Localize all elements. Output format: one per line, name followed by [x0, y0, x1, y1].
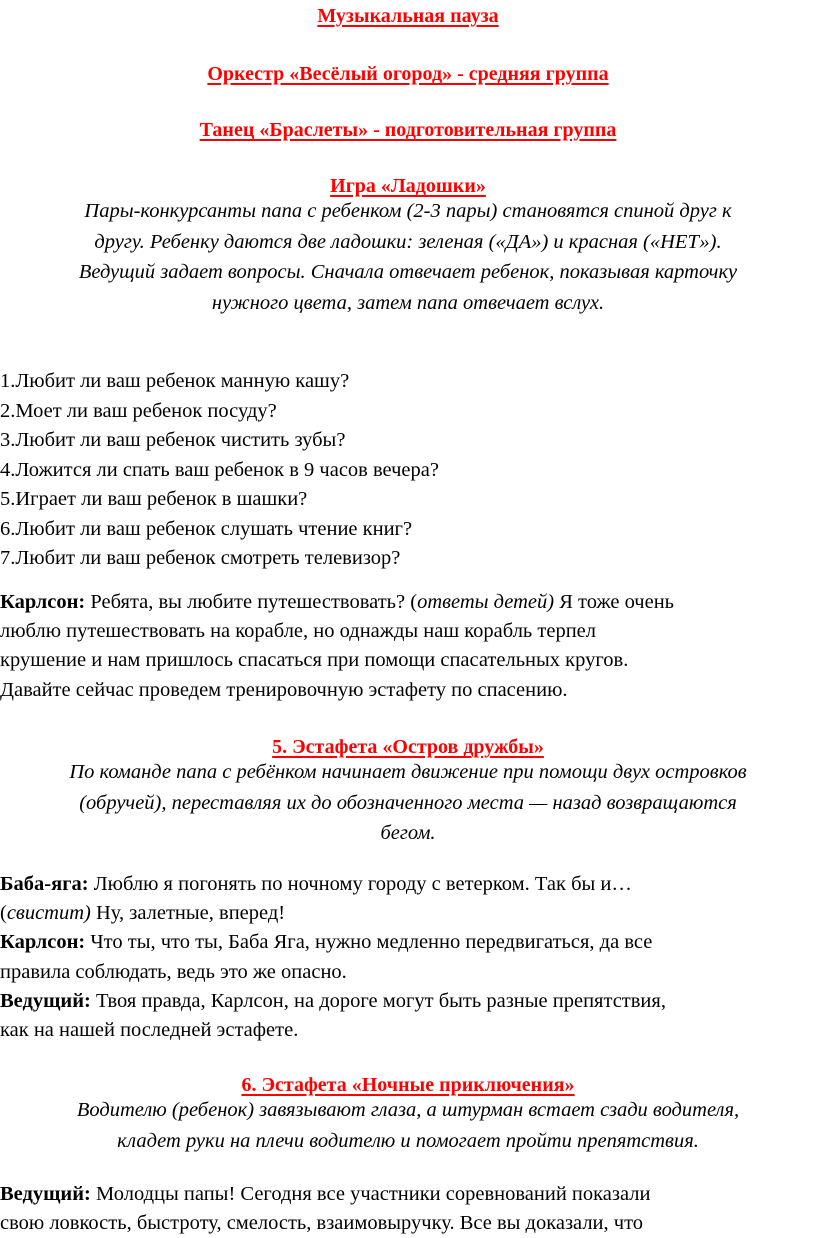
- speech-text: Твоя правда, Карлсон, на дороге могут быть разные препятствия,: [90, 989, 666, 1012]
- carlson-speech-line: люблю путешествовать на корабле, но однажды наш корабль терпел: [0, 620, 597, 643]
- game-description-line: нужного цвета, затем папа отвечает вслух.: [211, 291, 605, 314]
- relay5-description-line: бегом.: [380, 822, 436, 844]
- speech-text: (: [0, 902, 7, 925]
- speaker-label: Ведущий:: [0, 989, 91, 1012]
- dialogue-line: [0, 870, 816, 899]
- relay6-description-line: кладет руки на плечи водителю и помогает пройти препятствия.: [117, 1129, 699, 1152]
- heading-music-pause: Музыкальная пауза: [317, 5, 499, 27]
- game-description: [2, 196, 814, 318]
- speech-text: Ну, залетные, вперед!: [90, 902, 286, 925]
- questions-list: [0, 367, 816, 574]
- heading-game: Игра «Ладошки»: [330, 175, 486, 197]
- relay6-description-line: Водителю (ребенок) завязывают глаза, а штурман встает сзади водителя,: [76, 1099, 740, 1121]
- speech-text: Люблю я погонять по ночному городу с ветерком. Так бы и…: [88, 873, 632, 895]
- final-speech-line: свою ловкость, быстроту, смелость, взаимовыручку. Все вы доказали, что: [0, 1212, 644, 1235]
- dialogue-line: как на нашей последней эстафете.: [0, 1019, 299, 1042]
- final-speech: [0, 1180, 816, 1238]
- final-speech-line: [0, 1180, 816, 1209]
- speech-text: Я тоже очень: [554, 591, 675, 613]
- stage-direction: ответы детей): [417, 591, 555, 613]
- question-item: 3.Любит ли ваш ребенок чистить зубы?: [0, 429, 346, 451]
- heading-orchestra: Оркестр «Весёлый огород» - средняя группа: [207, 63, 609, 85]
- relay5-description: [2, 757, 814, 849]
- dialogue-line: [0, 987, 816, 1016]
- carlson-speech-line: Давайте сейчас проведем тренировочную эстафету по спасению.: [0, 678, 568, 701]
- relay6-description: [2, 1095, 814, 1156]
- heading-dance: Танец «Браслеты» - подготовительная группа: [199, 119, 617, 141]
- game-description-line: Ведущий задает вопросы. Сначала отвечает ребенок, показывая карточку: [78, 261, 738, 283]
- speaker-label: Баба-яга:: [0, 873, 89, 895]
- question-item: 6.Любит ли ваш ребенок слушать чтение книг?: [0, 517, 413, 540]
- heading-relay-6: 6. Эстафета «Ночные приключения»: [241, 1074, 575, 1096]
- speech-text: Ребята, вы любите путешествовать? (: [85, 591, 418, 613]
- dialogue-line: правила соблюдать, ведь это же опасно.: [0, 960, 347, 983]
- heading-relay-5: 5. Эстафета «Остров дружбы»: [272, 736, 544, 758]
- carlson-speech-line: [0, 588, 816, 617]
- question-item: 5.Играет ли ваш ребенок в шашки?: [0, 488, 308, 510]
- speech-text: Что ты, что ты, Баба Яга, нужно медленно передвигаться, да все: [85, 931, 653, 954]
- dialogue-line: [0, 928, 816, 957]
- relay5-description-line: По команде папа с ребёнком начинает движение при помощи двух островков: [69, 761, 747, 783]
- speaker-label: Карлсон:: [0, 931, 86, 954]
- dialogue: [0, 870, 816, 1045]
- speech-text: Молодцы папы! Сегодня все участники соревнований показали: [90, 1183, 651, 1205]
- question-item: 1.Любит ли ваш ребенок манную кашу?: [0, 370, 350, 392]
- game-description-line: другу. Ребенку даются две ладошки: зеленая («ДА») и красная («НЕТ»).: [94, 230, 722, 253]
- game-description-line: Пары-конкурсанты папа с ребенком (2-3 пары) становятся спиной друг к: [84, 200, 732, 222]
- dialogue-line: [0, 899, 816, 928]
- speaker-label: Ведущий:: [0, 1183, 91, 1205]
- relay5-description-line: (обручей), переставляя их до обозначенного места — назад возвращаются: [79, 791, 737, 814]
- stage-direction: свистит): [6, 902, 91, 925]
- question-item: 4.Ложится ли спать ваш ребенок в 9 часов вечера?: [0, 458, 439, 481]
- question-item: 2.Моет ли ваш ребенок посуду?: [0, 399, 277, 422]
- carlson-speech-line: крушение и нам пришлось спасаться при помощи спасательных кругов.: [0, 649, 629, 672]
- carlson-speech: [0, 588, 816, 705]
- speaker-label: Карлсон:: [0, 591, 86, 613]
- question-item: 7.Любит ли ваш ребенок смотреть телевизор?: [0, 547, 401, 569]
